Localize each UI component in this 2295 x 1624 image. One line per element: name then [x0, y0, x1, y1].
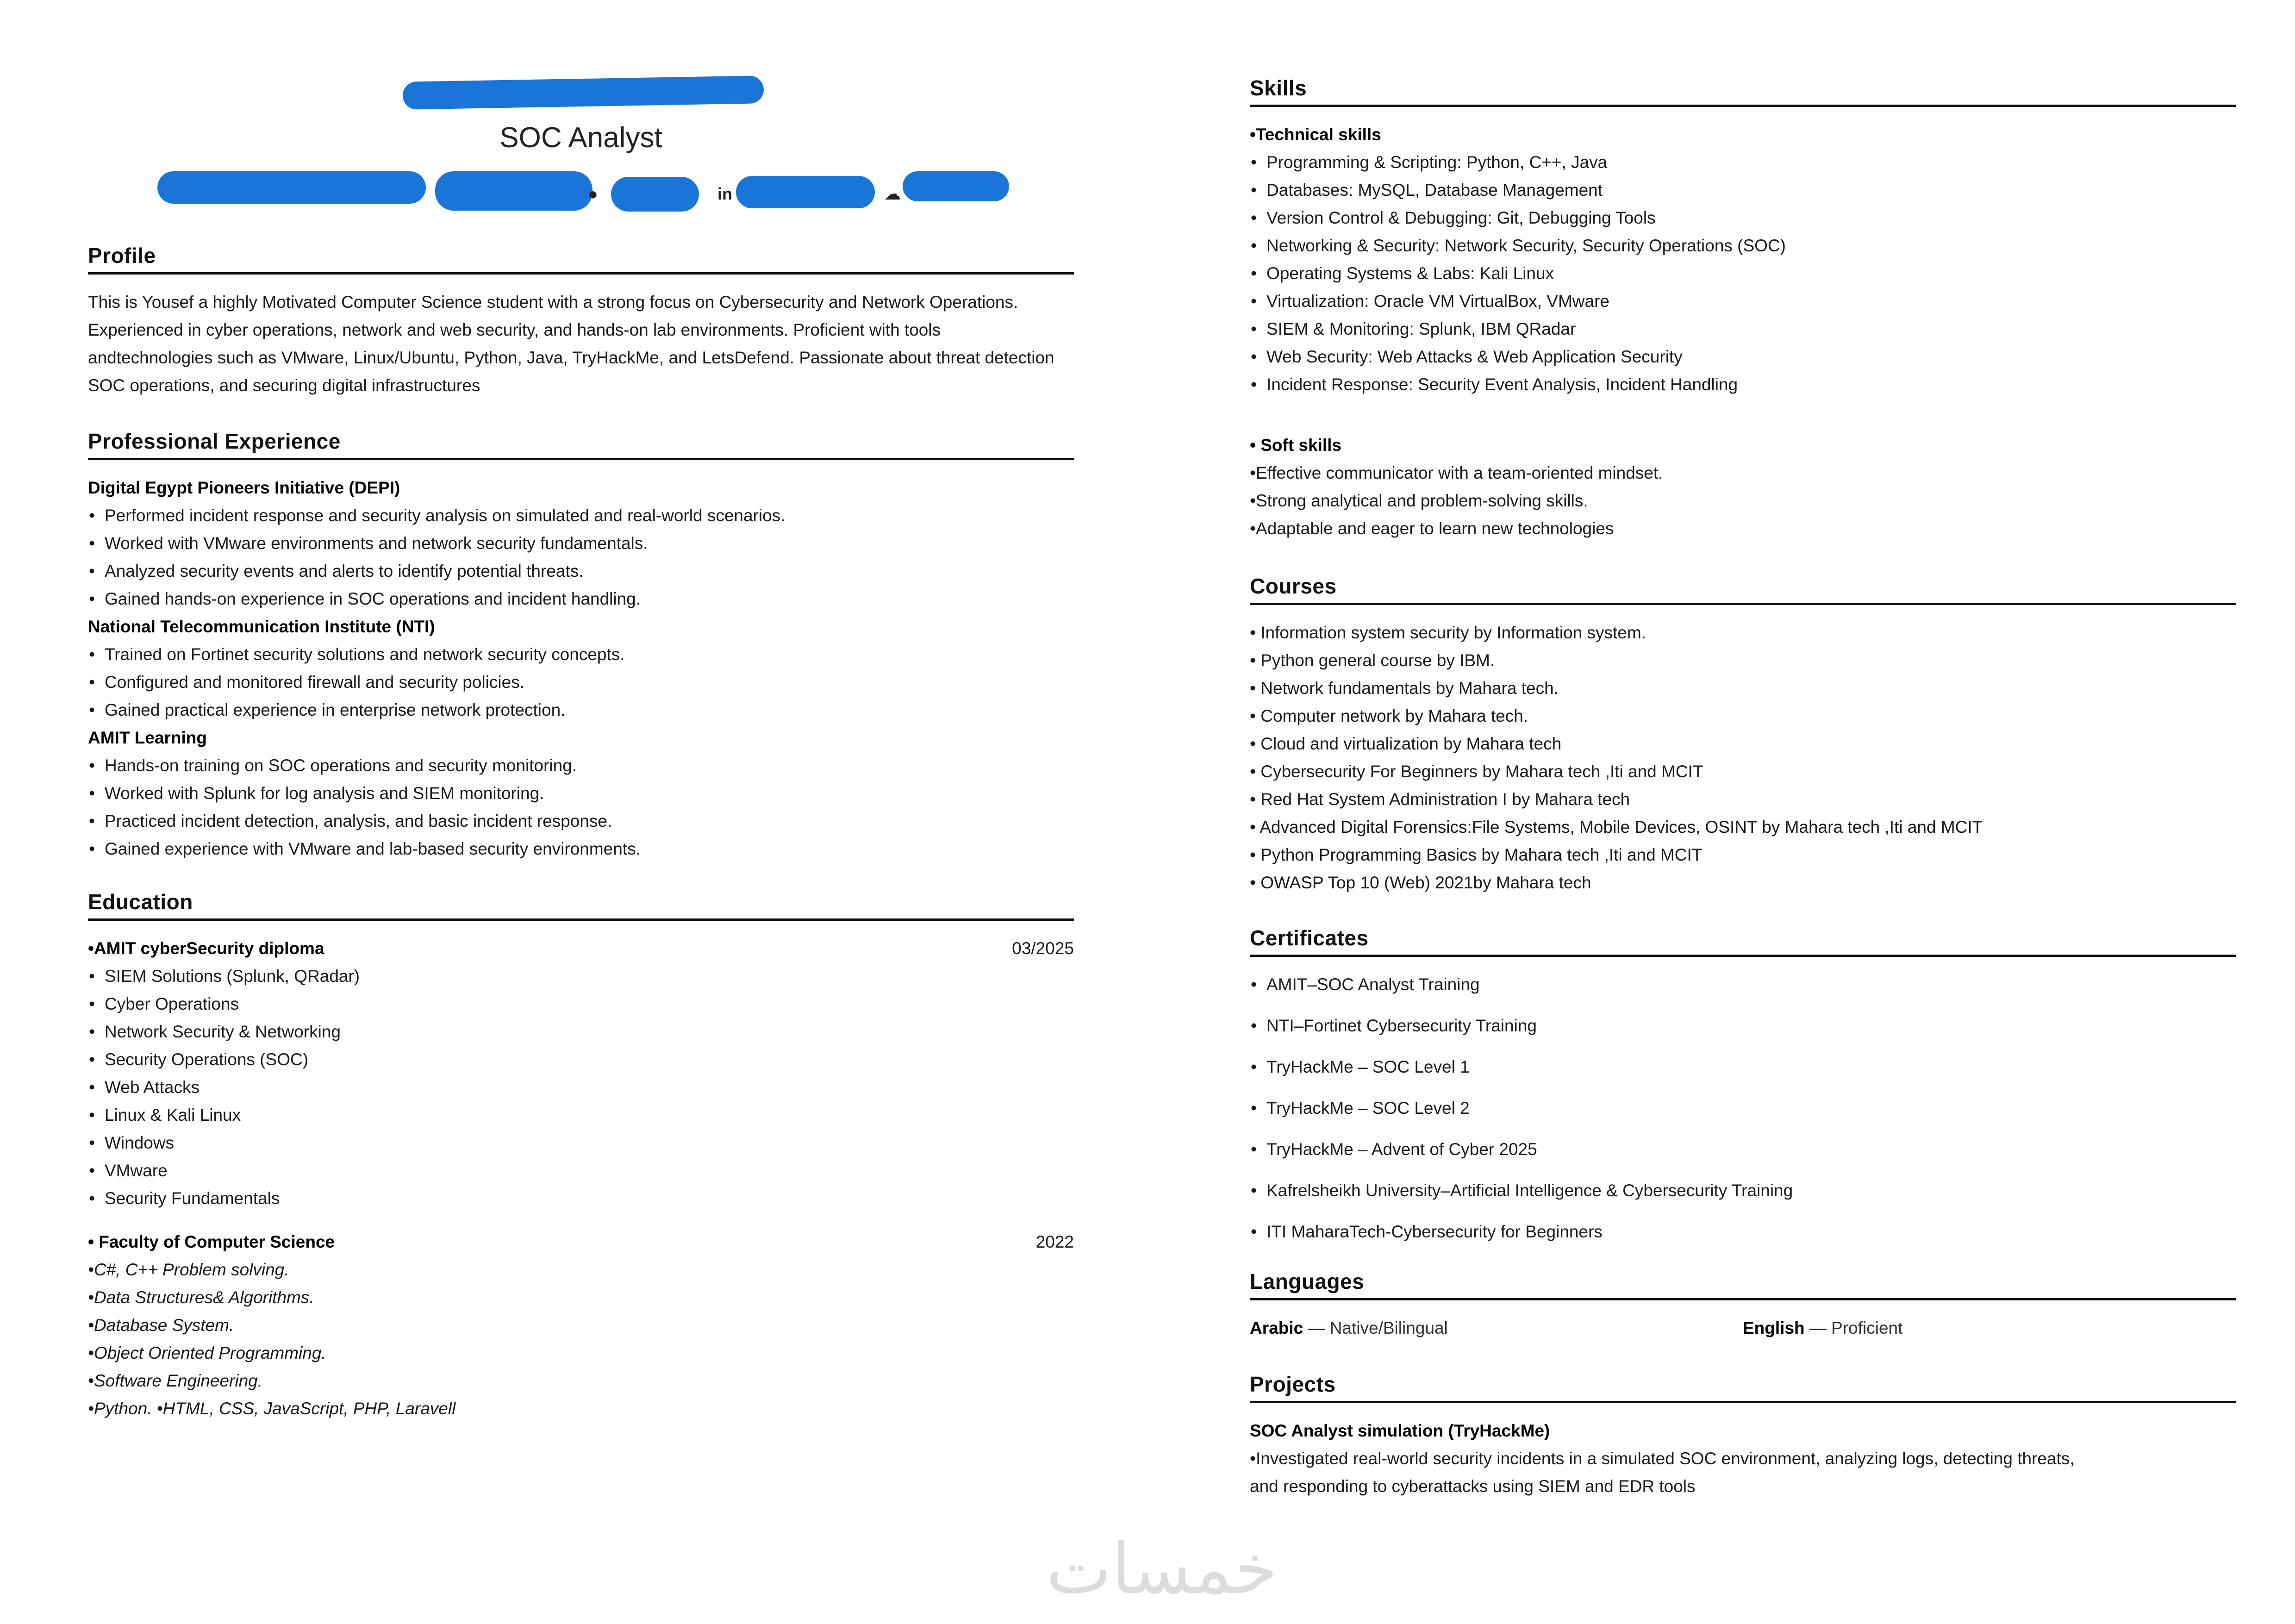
- course-item: • Python Programming Basics by Mahara tech ,Iti and MCIT: [1250, 845, 1703, 864]
- course-item: • Advanced Digital Forensics:File Systems, Mobile Devices, OSINT by Mahara tech ,Iti and MCIT: [1250, 818, 1983, 837]
- language-level: — Proficient: [1804, 1318, 1903, 1337]
- course-item: • Information system security by Information system.: [1250, 623, 1646, 642]
- project-title: SOC Analyst simulation (TryHackMe): [1250, 1421, 1550, 1440]
- certificate-item: • NTI–Fortinet Cybersecurity Training: [1250, 1012, 2236, 1053]
- course-item: • Red Hat System Administration I by Mahara tech: [1250, 790, 1630, 809]
- watermark-logo: خمسات: [1046, 1529, 1278, 1610]
- project-line: and responding to cyberattacks using SIEM and EDR tools: [1250, 1477, 1696, 1496]
- education-point: • Security Operations (SOC): [88, 1046, 1074, 1074]
- profile-line: Experienced in cyber operations, network and web security, and hands-on lab environments. Proficient with tools: [88, 320, 941, 339]
- skill-item: • Operating Systems & Labs: Kali Linux: [1250, 260, 2236, 287]
- education-course: •Python. •HTML, CSS, JavaScript, PHP, Laravell: [88, 1399, 456, 1418]
- language-level: — Native/Bilingual: [1303, 1318, 1448, 1337]
- job-point: • Gained experience with VMware and lab-based security environments.: [88, 835, 1074, 863]
- education-point: • Windows: [88, 1129, 1074, 1157]
- education-course: •Software Engineering.: [88, 1371, 263, 1390]
- profile-line: This is Yousef a highly Motivated Computer Science student with a strong focus on Cybersecurity and Network Operations.: [88, 293, 1018, 312]
- redacted-linkedin: [736, 176, 875, 208]
- section-divider: [88, 918, 1074, 921]
- languages-row: [1250, 1314, 2236, 1342]
- job-point: • Worked with VMware environments and network security fundamentals.: [88, 530, 1074, 557]
- education-title: •AMIT cyberSecurity diploma: [88, 939, 324, 958]
- job-point: • Analyzed security events and alerts to identify potential threats.: [88, 557, 1074, 585]
- redacted-website: [903, 171, 1009, 201]
- redacted-name: [403, 75, 764, 110]
- projects-section: [1250, 1371, 2236, 1500]
- job-org: AMIT Learning: [88, 728, 207, 747]
- redacted-location: [611, 177, 699, 212]
- soft-skill-item: •Effective communicator with a team-oriented mindset.: [1250, 463, 1663, 482]
- job-org: National Telecommunication Institute (NTI): [88, 617, 435, 636]
- job-point: • Trained on Fortinet security solutions and network security concepts.: [88, 641, 1074, 668]
- job-point: • Hands-on training on SOC operations and security monitoring.: [88, 752, 1074, 780]
- education-point: • Network Security & Networking: [88, 1018, 1074, 1046]
- job-title: SOC Analyst: [499, 122, 662, 154]
- experience-section: [88, 428, 1074, 863]
- language-name: English: [1743, 1318, 1805, 1337]
- education-entry-header: [88, 935, 1074, 962]
- profile-text: [88, 288, 1074, 400]
- skill-item: • Databases: MySQL, Database Management: [1250, 176, 2236, 204]
- section-title: Profile: [88, 244, 156, 268]
- skill-item: • SIEM & Monitoring: Splunk, IBM QRadar: [1250, 315, 2236, 343]
- section-divider: [1250, 603, 2236, 605]
- section-divider: [88, 272, 1074, 275]
- education-point: • Web Attacks: [88, 1074, 1074, 1101]
- profile-section: [88, 243, 1074, 400]
- contact-bar: [88, 171, 1074, 213]
- education-course: •Object Oriented Programming.: [88, 1343, 326, 1362]
- certificate-item: • TryHackMe – SOC Level 1: [1250, 1053, 2236, 1094]
- skill-item: • Version Control & Debugging: Git, Debugging Tools: [1250, 204, 2236, 232]
- education-course: •Database System.: [88, 1316, 234, 1335]
- redacted-phone: [435, 171, 592, 211]
- skill-item: • Web Security: Web Attacks & Web Application Security: [1250, 343, 2236, 371]
- course-item: • Python general course by IBM.: [1250, 651, 1495, 670]
- course-item: • Cloud and virtualization by Mahara tech: [1250, 734, 1562, 753]
- language-item: [1250, 1314, 1743, 1342]
- profile-line: andtechnologies such as VMware, Linux/Ubuntu, Python, Java, TryHackMe, and LetsDefend. Passionate about threat detection: [88, 348, 1054, 367]
- section-title: Courses: [1250, 574, 1337, 598]
- location-pin-icon: ●: [588, 184, 598, 203]
- name-heading: [88, 69, 1074, 120]
- course-item: • Network fundamentals by Mahara tech.: [1250, 679, 1559, 698]
- certificate-item: • TryHackMe – Advent of Cyber 2025: [1250, 1136, 2236, 1177]
- languages-section: [1250, 1268, 2236, 1342]
- section-title: Professional Experience: [88, 429, 341, 453]
- soft-skill-item: •Strong analytical and problem-solving skills.: [1250, 491, 1588, 510]
- education-date: 2022: [1035, 1232, 1074, 1251]
- education-point: • Security Fundamentals: [88, 1185, 1074, 1212]
- course-item: • OWASP Top 10 (Web) 2021by Mahara tech: [1250, 873, 1591, 892]
- linkedin-icon: in: [717, 184, 732, 203]
- job-point: • Practiced incident detection, analysis, and basic incident response.: [88, 807, 1074, 835]
- education-entry-header: [88, 1228, 1074, 1256]
- job-point: • Performed incident response and security analysis on simulated and real-world scenarios.: [88, 502, 1074, 530]
- section-divider: [1250, 955, 2236, 957]
- job-point: • Worked with Splunk for log analysis and SIEM monitoring.: [88, 780, 1074, 807]
- education-date: 03/2025: [1012, 939, 1074, 958]
- certificate-item: • ITI MaharaTech-Cybersecurity for Beginners: [1250, 1218, 2236, 1259]
- section-divider: [88, 458, 1074, 460]
- section-divider: [1250, 1401, 2236, 1403]
- skills-subtitle: •Technical skills: [1250, 125, 1381, 144]
- education-title: • Faculty of Computer Science: [88, 1232, 335, 1251]
- certificate-item: • AMIT–SOC Analyst Training: [1250, 971, 2236, 1012]
- job-point: • Configured and monitored firewall and security policies.: [88, 668, 1074, 696]
- certificates-section: [1250, 925, 2236, 1259]
- job-point: • Gained hands-on experience in SOC operations and incident handling.: [88, 585, 1074, 613]
- section-title: Certificates: [1250, 926, 1369, 950]
- job-org: Digital Egypt Pioneers Initiative (DEPI): [88, 478, 400, 497]
- education-course: •C#, C++ Problem solving.: [88, 1260, 289, 1279]
- education-section: [88, 889, 1074, 1423]
- redacted-email: [157, 171, 426, 204]
- soft-skill-item: •Adaptable and eager to learn new technologies: [1250, 519, 1614, 538]
- section-title: Skills: [1250, 76, 1307, 100]
- skill-item: • Programming & Scripting: Python, C++, Java: [1250, 149, 2236, 176]
- education-point: • SIEM Solutions (Splunk, QRadar): [88, 962, 1074, 990]
- section-title: Education: [88, 890, 193, 914]
- profile-line: SOC operations, and securing digital infrastructures: [88, 376, 480, 395]
- education-point: • Linux & Kali Linux: [88, 1101, 1074, 1129]
- certificate-item: • TryHackMe – SOC Level 2: [1250, 1094, 2236, 1136]
- job-point: • Gained practical experience in enterprise network protection.: [88, 696, 1074, 724]
- education-point: • VMware: [88, 1157, 1074, 1185]
- courses-section: [1250, 573, 2236, 897]
- skills-section: [1250, 75, 2236, 543]
- section-divider: [1250, 105, 2236, 107]
- skill-item: • Virtualization: Oracle VM VirtualBox, VMware: [1250, 287, 2236, 315]
- cloud-link-icon: ☁: [884, 184, 901, 203]
- education-course: •Data Structures& Algorithms.: [88, 1288, 314, 1307]
- skill-item: • Incident Response: Security Event Analysis, Incident Handling: [1250, 371, 2236, 399]
- education-point: • Cyber Operations: [88, 990, 1074, 1018]
- skills-subtitle: • Soft skills: [1250, 436, 1342, 455]
- section-title: Languages: [1250, 1269, 1365, 1293]
- course-item: • Computer network by Mahara tech.: [1250, 706, 1528, 725]
- section-divider: [1250, 1298, 2236, 1300]
- language-name: Arabic: [1250, 1318, 1303, 1337]
- section-title: Projects: [1250, 1372, 1336, 1396]
- certificate-item: • Kafrelsheikh University–Artificial Intelligence & Cybersecurity Training: [1250, 1177, 2236, 1218]
- skill-item: • Networking & Security: Network Security, Security Operations (SOC): [1250, 232, 2236, 260]
- project-line: •Investigated real-world security incidents in a simulated SOC environment, analyzing logs, detecting threats,: [1250, 1449, 2075, 1468]
- course-item: • Cybersecurity For Beginners by Mahara tech ,Iti and MCIT: [1250, 762, 1703, 781]
- language-item: [1743, 1314, 2236, 1342]
